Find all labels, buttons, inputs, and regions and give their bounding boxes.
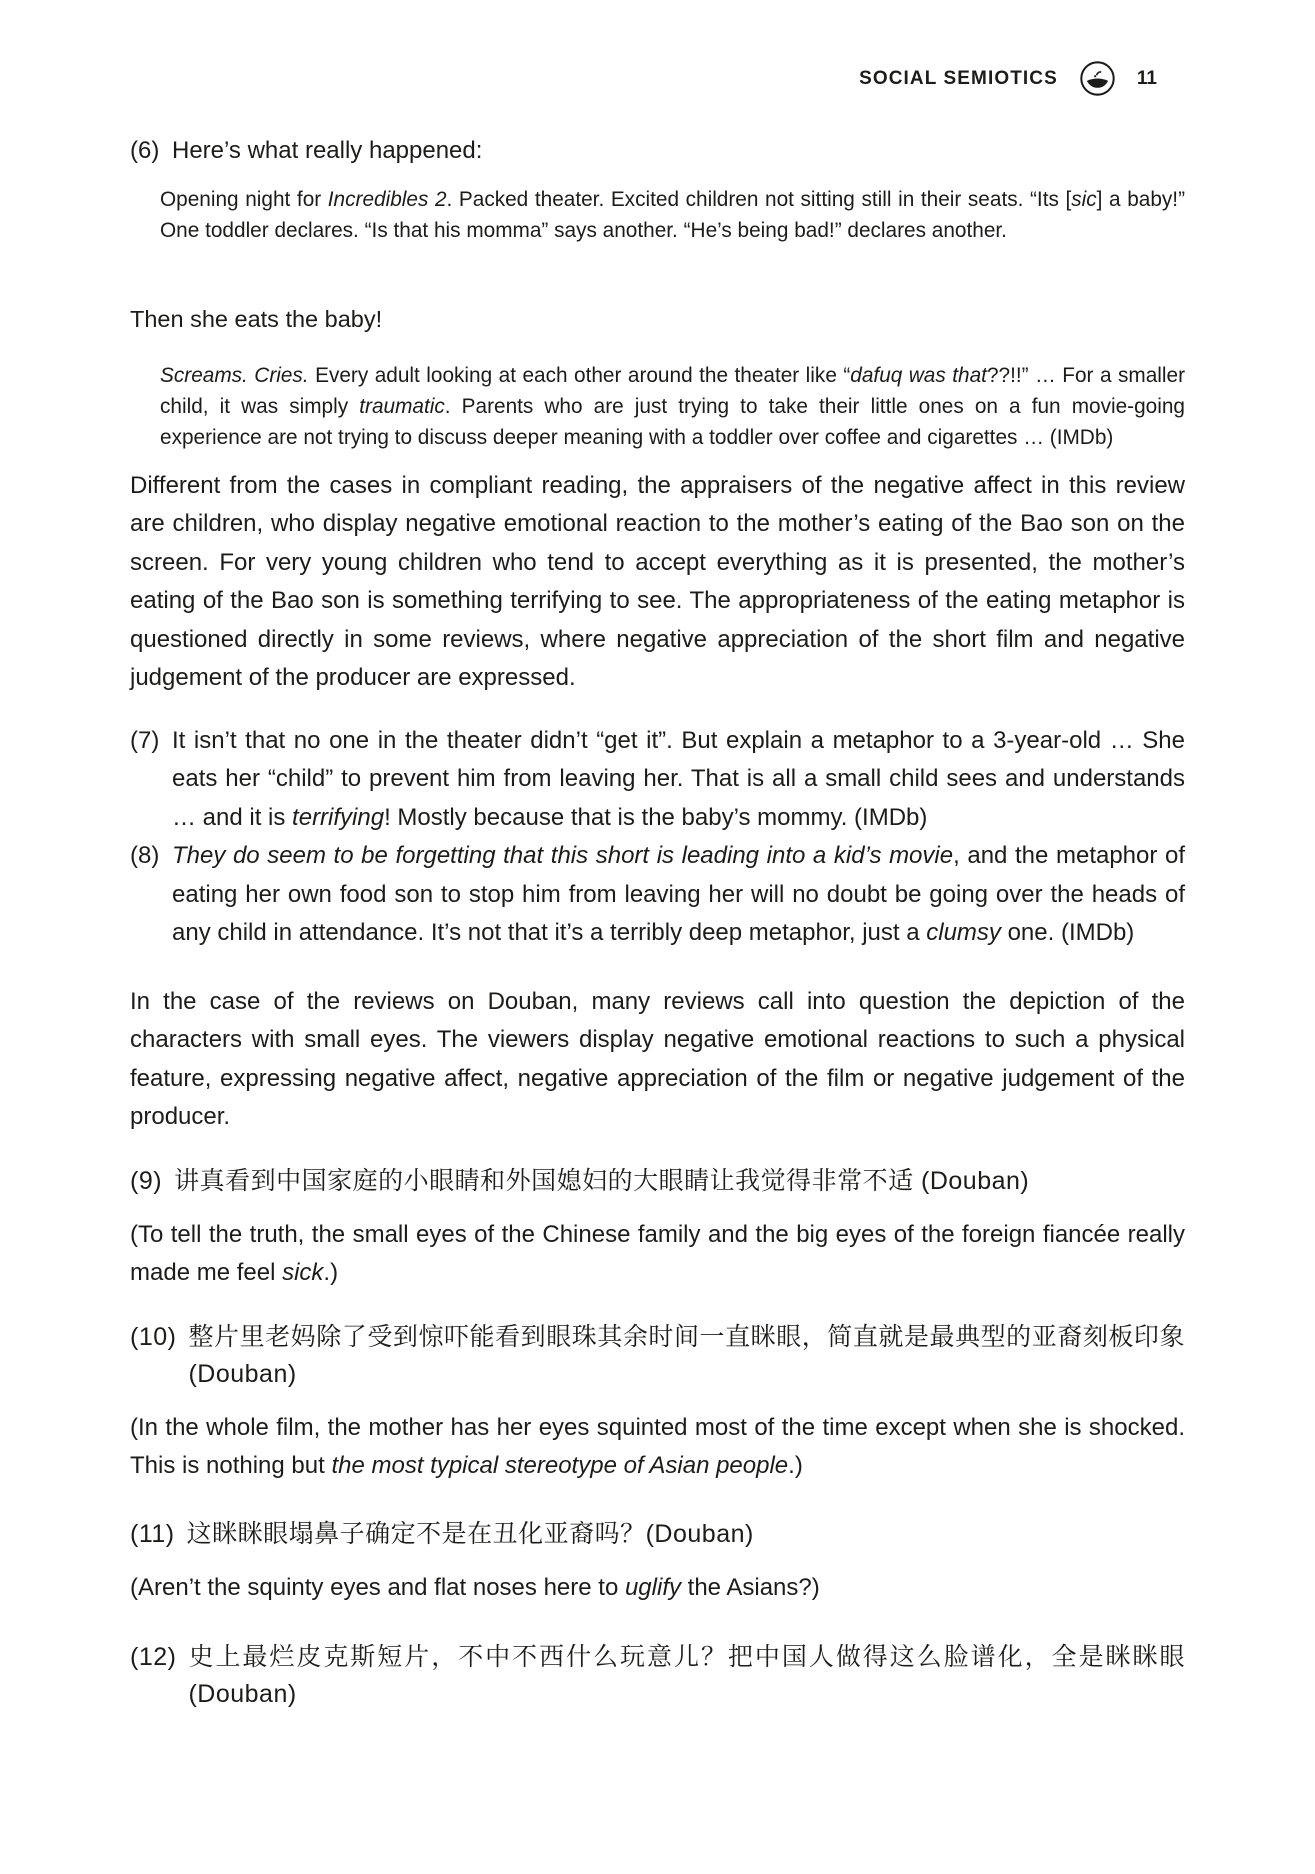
example-9-number: (9)	[130, 1166, 163, 1195]
quote-run-italic: dafuq was that	[850, 363, 987, 387]
quote-run-italic: Screams. Cries.	[160, 363, 309, 387]
quote-run: Opening night for	[160, 188, 328, 211]
example-12-text: 史上最烂皮克斯短片，不中不西什么玩意儿？把中国人做得这么脸谱化，全是眯眯眼 (Douban)	[188, 1643, 1185, 1708]
run-italic: They do seem to be forgetting that this short is leading into a kid’s movie	[172, 842, 954, 869]
quote-run: ] a baby!” One toddler declares. “Is that his momma” says another. “He’s being bad!” declares another.	[160, 188, 1186, 242]
example-9	[130, 1163, 1185, 1200]
quote-run: ??!!” … For a smaller child, it was simply	[160, 363, 1185, 418]
run: one. (IMDb)	[1000, 919, 1135, 946]
example-12-number: (12)	[130, 1643, 177, 1671]
translation-11	[130, 1569, 1185, 1608]
run: ! Mostly because that is the baby’s mommy. (IMDb)	[384, 803, 928, 831]
example-10-number: (10)	[130, 1322, 177, 1351]
standalone-line: Then she eats the baby!	[130, 306, 383, 332]
example-7-text	[172, 722, 1185, 838]
example-7	[130, 722, 1185, 838]
run: (Aren’t the squinty eyes and flat noses here to	[130, 1573, 625, 1601]
example-11	[130, 1516, 1185, 1553]
quote-run-italic: traumatic	[359, 394, 445, 418]
running-header	[130, 60, 1157, 97]
quote-run: . Packed theater. Excited children not sitting still in their seats. “Its [	[446, 188, 1072, 211]
run: , and the metaphor of eating her own food son to stop him from leaving her will no doubt be going over the heads of any child in attendance. It’s not that it’s a terribly deep metaphor, just a	[172, 842, 1185, 946]
run-italic: sick	[282, 1259, 324, 1286]
paragraph-douban-reviews: In the case of the reviews on Douban, many reviews call into question the depiction of the characters with small eyes. The viewers display negative emotional reactions to such a physical feature, expressing negative affect, negative appreciation of the film or negative judgement of the producer.	[130, 987, 1185, 1130]
example-8	[130, 837, 1185, 953]
example-8-number: (8)	[130, 842, 160, 869]
page-number: 11	[1136, 67, 1157, 89]
run-italic: terrifying	[292, 803, 385, 831]
example-6-heading	[130, 134, 1185, 168]
examples-7-8	[130, 722, 1185, 953]
run: (In the whole film, the mother has her eyes squinted most of the time except when she is shocked. This is nothing but	[130, 1413, 1185, 1479]
run-italic: the most typical stereotype of Asian people	[331, 1452, 789, 1479]
example-11-number: (11)	[130, 1519, 175, 1548]
blockquote-screams-cries	[160, 360, 1185, 453]
quote-run-italic: sic	[1071, 188, 1097, 211]
example-7-number: (7)	[130, 726, 160, 754]
blockquote-incredibles-opening	[160, 184, 1185, 246]
article-body	[130, 118, 1185, 1713]
run-italic: clumsy	[926, 919, 1001, 946]
run: .)	[323, 1259, 339, 1286]
run: .)	[788, 1452, 803, 1479]
example-6-text: Here’s what really happened:	[172, 137, 483, 164]
journal-title: SOCIAL SEMIOTICS	[859, 67, 1058, 89]
taylor-francis-logo-icon	[1079, 60, 1116, 97]
run: (To tell the truth, the small eyes of the Chinese family and the big eyes of the foreign fiancée really made me feel	[130, 1220, 1185, 1286]
run: the Asians?)	[680, 1573, 820, 1601]
quote-run: . Parents who are just trying to take their little ones on a fun movie-going experience are not trying to discuss deeper meaning with a toddler over coffee and cigarettes … (IMDb)	[160, 394, 1185, 449]
example-6-number: (6)	[130, 137, 160, 164]
paragraph-compliant-reading: Different from the cases in compliant reading, the appraisers of the negative affect in this review are children, who display negative emotional reaction to the mother’s eating of the Bao son on the screen. For very young children who tend to accept everything as it is presented, the mother’s eating of the Bao son is something terrifying to see. The appropriateness of the eating metaphor is questioned directly in some reviews, where negative appreciation of the short film and negative judgement of the producer are expressed.	[130, 471, 1185, 691]
quote-run-italic: Incredibles 2	[327, 188, 447, 211]
quote-run: Every adult looking at each other around the theater like “	[308, 363, 851, 387]
translation-9	[130, 1216, 1185, 1293]
example-10	[130, 1319, 1185, 1393]
example-12	[130, 1639, 1185, 1713]
example-8-text	[172, 837, 1185, 953]
translation-10	[130, 1409, 1185, 1486]
run-italic: uglify	[624, 1573, 681, 1601]
example-9-text: 讲真看到中国家庭的小眼睛和外国媳妇的大眼睛让我觉得非常不适 (Douban)	[174, 1166, 1030, 1195]
run: It isn’t that no one in the theater didn’t “get it”. But explain a metaphor to a 3-year-old … She eats her “child” to prevent him from leaving her. That is all a small child sees and understands … and it is	[172, 726, 1185, 831]
example-10-text: 整片里老妈除了受到惊吓能看到眼珠其余时间一直眯眼，简直就是最典型的亚裔刻板印象 (Douban)	[188, 1322, 1185, 1388]
example-11-text: 这眯眯眼塌鼻子确定不是在丑化亚裔吗？(Douban)	[186, 1519, 754, 1548]
